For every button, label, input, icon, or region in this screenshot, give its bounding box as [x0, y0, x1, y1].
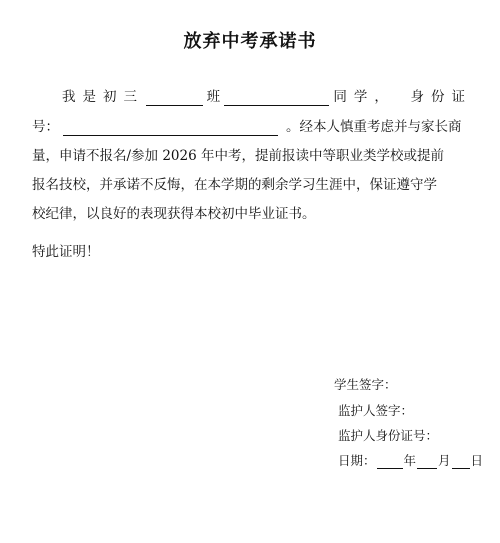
text-class: 班: [206, 89, 221, 105]
paragraph-line-5: 校纪律，以良好的表现获得本校初中毕业证书。: [32, 206, 316, 222]
student-name-blank: [224, 91, 329, 106]
day-label: 日: [470, 453, 484, 468]
paragraph-line-2: [32, 118, 472, 136]
id-number-blank: [63, 121, 278, 136]
month-label: 月: [438, 453, 451, 468]
date-row: [338, 453, 483, 469]
document-title: 放弃中考承诺书: [183, 31, 317, 52]
text-i-am-grade-three: 我是初三: [62, 89, 144, 105]
year-blank: [377, 456, 403, 469]
year-label: 年: [403, 453, 417, 468]
day-blank: [452, 456, 470, 469]
class-blank: [146, 91, 203, 106]
guardian-id-label: 监护人身份证号：: [338, 428, 439, 443]
guardian-signature-label: 监护人签字：: [338, 403, 414, 418]
paragraph-line-4: 报名技校，并承诺不反悔，在本学期的剩余学习生涯中，保证遵守学: [32, 177, 437, 193]
certification-statement: 特此证明！: [32, 244, 100, 260]
student-signature-label: 学生签字：: [334, 377, 397, 392]
text-student: 同学，: [333, 89, 395, 105]
text-id-card: 身份证: [410, 89, 472, 105]
paragraph-line-3: 量，申请不报名/参加 2026 年中考，提前报读中等职业类学校或提前: [32, 148, 444, 164]
paragraph-line-1: [62, 88, 472, 106]
month-blank: [417, 456, 437, 469]
date-label: 日期：: [338, 453, 376, 468]
text-consideration: 。经本人慎重考虑并与家长商: [286, 119, 462, 135]
text-number: 号：: [32, 119, 59, 135]
